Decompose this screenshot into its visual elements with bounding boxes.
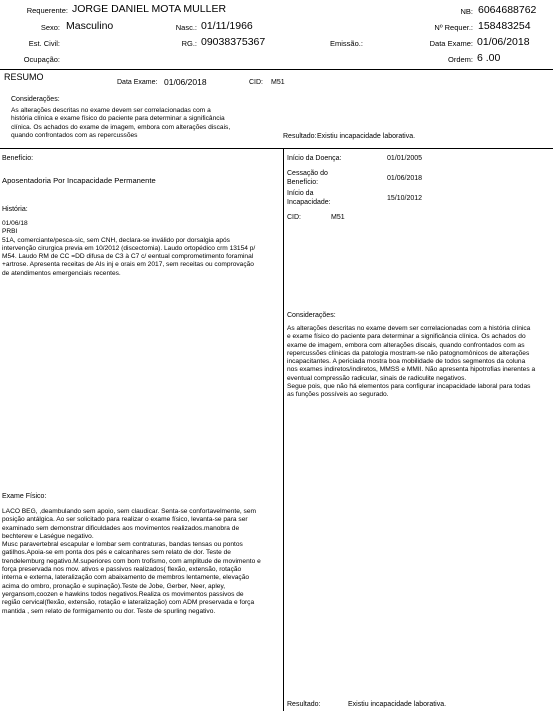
beneficio-label: Benefício: bbox=[2, 155, 34, 162]
cessacao-value: 01/06/2018 bbox=[387, 175, 423, 182]
historia-line: de atendimentos emergenciais recentes. bbox=[2, 269, 121, 277]
exame-line: LACO BEG, ,deambulando sem apoio, sem claudicar. Senta-se confortavelmente, sem bbox=[2, 508, 256, 515]
right-resultado-value: Existiu incapacidade laborativa. bbox=[348, 701, 447, 708]
right-consideracoes-line: As alterações descritas no exame devem ser correlacionadas com a história clínica bbox=[287, 325, 531, 332]
exame-fisico-text bbox=[2, 508, 280, 616]
resumo-dataexame-value: 01/06/2018 bbox=[164, 77, 207, 87]
rg-value: 09038375367 bbox=[201, 36, 266, 48]
inicio-incap-label-line2: Incapacidade: bbox=[287, 199, 331, 206]
right-cid-value: M51 bbox=[331, 214, 345, 221]
exame-line: gatilhos.Apoia-se em ponta dos pés e calcanhares sem relato de dor. Teste de bbox=[2, 549, 231, 557]
historia-line: +artrose. Apresenta receitas de AIs inj e orais em 2017, sem receitas ou comprovação bbox=[2, 261, 254, 269]
inicio-doenca-value: 01/01/2005 bbox=[387, 155, 423, 162]
nasc-value: 01/11/1966 bbox=[201, 20, 253, 32]
right-consideracoes-line: repercussões clínicas da patologia mostram-se não patognomônicos de alterações bbox=[287, 349, 530, 357]
right-resultado-label: Resultado: bbox=[287, 701, 321, 708]
body-top-border bbox=[0, 148, 553, 149]
historia-line: M54. Laudo RM de CC =DD difusa de C3 à C7 c/ eentual comprometimento foraminal bbox=[2, 253, 254, 261]
historia-line: intervenção cirurgica previa em 10/2012 (discectomia). Laudo ortopédico crm 13154 p/ bbox=[2, 244, 256, 252]
exame-line: bechterew e Laségue negativo. bbox=[2, 532, 94, 540]
resumo-title: RESUMO bbox=[4, 72, 44, 82]
exame-line: yergansom,coozen e hawkins todos negativos.Realiza os movimentos passivos de bbox=[2, 590, 244, 598]
resumo-consideracoes-line: As alterações descritas no exame devem ser correlacionadas com a bbox=[11, 107, 211, 114]
right-consideracoes-line: exame de imagem, embora com alterações discais, quando confrontados com as bbox=[287, 341, 525, 349]
resumo-resultado-label: Resultado: bbox=[283, 133, 317, 140]
historia-label: História: bbox=[2, 206, 28, 213]
exame-fisico-label: Exame Físico: bbox=[2, 493, 47, 500]
right-consideracoes-line: nos exames indiretos/indiretos, MMSS e MMII. Não apresenta hipotrofias inerentes a bbox=[287, 366, 536, 374]
dataexame-label: Data Exame: bbox=[429, 39, 473, 48]
resumo-top-border bbox=[0, 69, 553, 70]
right-consideracoes-line: as funções possíveis ao segurado. bbox=[287, 391, 389, 399]
resumo-consideracoes-line: história clínica e exame físico do paciente para determinar a significância bbox=[11, 115, 225, 123]
historia-line: 51A, comerciante/pesca-sic, sem CNH, declara-se inválido por dorsalgia após bbox=[2, 236, 230, 244]
emissao-label: Emissão.: bbox=[330, 39, 363, 48]
exame-line: região cervical(flexão, extensão, rotação e lateralização) com ADM preservada e força bbox=[2, 599, 255, 607]
estcivil-label: Est. Civil: bbox=[28, 39, 60, 48]
resumo-resultado-value: Existiu incapacidade laborativa. bbox=[317, 133, 416, 140]
nb-value: 6064688762 bbox=[478, 4, 537, 16]
right-consideracoes-line: Segue pois, que não há elementos para configurar incapacidade laboral para todas bbox=[287, 383, 531, 391]
right-cid-label: CID: bbox=[287, 214, 301, 221]
exame-line: examinado sem demonstrar dificuldades aos movimentos realizados.manobra de bbox=[2, 524, 240, 532]
ordem-value: 6 .00 bbox=[477, 52, 501, 64]
ocupacao-label: Ocupação: bbox=[23, 55, 60, 64]
nasc-label: Nasc.: bbox=[175, 23, 197, 32]
resumo-cid-label: CID: bbox=[249, 79, 263, 86]
resumo-consideracoes-label: Considerações: bbox=[11, 96, 60, 103]
sexo-label: Sexo: bbox=[40, 23, 60, 32]
cessacao-label-line1: Cessação do bbox=[287, 170, 328, 177]
exame-line: interna e externa, lateralização com abaixamento de membros lentamente, elevação bbox=[2, 574, 250, 582]
exame-line: posição antálgica. Ao ser solicitado para realizar o exame físico, levanta-se para ser bbox=[2, 516, 248, 524]
nreq-value: 158483254 bbox=[478, 20, 531, 32]
right-consideracoes-line: incapacitantes. A periciada mostra boa mobilidade de todos segmentos da coluna bbox=[287, 358, 526, 366]
requerente-label: Requerente: bbox=[26, 6, 68, 15]
exame-line: Musc paravertebral escapular e lombar sem contraturas, bandas tensas ou pontos bbox=[2, 541, 243, 549]
nreq-label: Nº Requer.: bbox=[434, 23, 473, 32]
right-consideracoes-label: Considerações: bbox=[287, 312, 336, 319]
resumo-consideracoes-line: quando confrontados com as repercussões bbox=[11, 131, 138, 139]
right-consideracoes-line: eventual compressão radicular, sinais de radiculite negativos. bbox=[287, 374, 467, 382]
resumo-cid-value: M51 bbox=[271, 79, 285, 86]
ordem-label: Ordem: bbox=[447, 55, 473, 64]
inicio-incap-label-line1: Início da bbox=[287, 190, 314, 197]
exame-line: força preservada nos mov. ativos e passivos realizados( flexão, extensão, rotação bbox=[2, 566, 242, 574]
resumo-consideracoes-line: clínica. Os achados do exame de imagem, embora com alterações discais, bbox=[11, 123, 231, 131]
nb-label: NB: bbox=[460, 7, 473, 16]
exame-line: acima do ombro, pronação e supinação).Teste de Jobe, Gerber, Neer, apley, bbox=[2, 582, 226, 590]
right-consideracoes-text bbox=[287, 325, 551, 400]
sexo-value: Masculino bbox=[66, 20, 114, 32]
inicio-incap-value: 15/10/2012 bbox=[387, 195, 423, 202]
resumo-dataexame-label: Data Exame: bbox=[117, 79, 158, 86]
exame-line: mantida , sem relato de formigamento ou dor. Teste de spurling negativo. bbox=[2, 607, 216, 615]
column-divider bbox=[283, 148, 284, 711]
dataexame-value: 01/06/2018 bbox=[477, 36, 530, 48]
cessacao-label-line2: Benefício: bbox=[287, 179, 319, 186]
right-consideracoes-line: e exame físico do paciente para determinar a significância clínica. Os achados do bbox=[287, 333, 526, 341]
exame-line: trendelemburg negativo.M.superiores com bom trofismo, com amplitude de movimento e bbox=[2, 557, 261, 565]
requerente-value: JORGE DANIEL MOTA MULLER bbox=[72, 3, 227, 15]
inicio-doenca-label: Início da Doença: bbox=[287, 155, 342, 162]
beneficio-value: Aposentadoria Por Incapacidade Permanente bbox=[2, 176, 156, 185]
historia-line: 01/06/18 bbox=[2, 220, 28, 227]
resumo-consideracoes-text bbox=[11, 107, 271, 140]
rg-label: RG.: bbox=[181, 39, 197, 48]
historia-text bbox=[2, 220, 280, 278]
historia-line: PRBI bbox=[2, 228, 18, 236]
